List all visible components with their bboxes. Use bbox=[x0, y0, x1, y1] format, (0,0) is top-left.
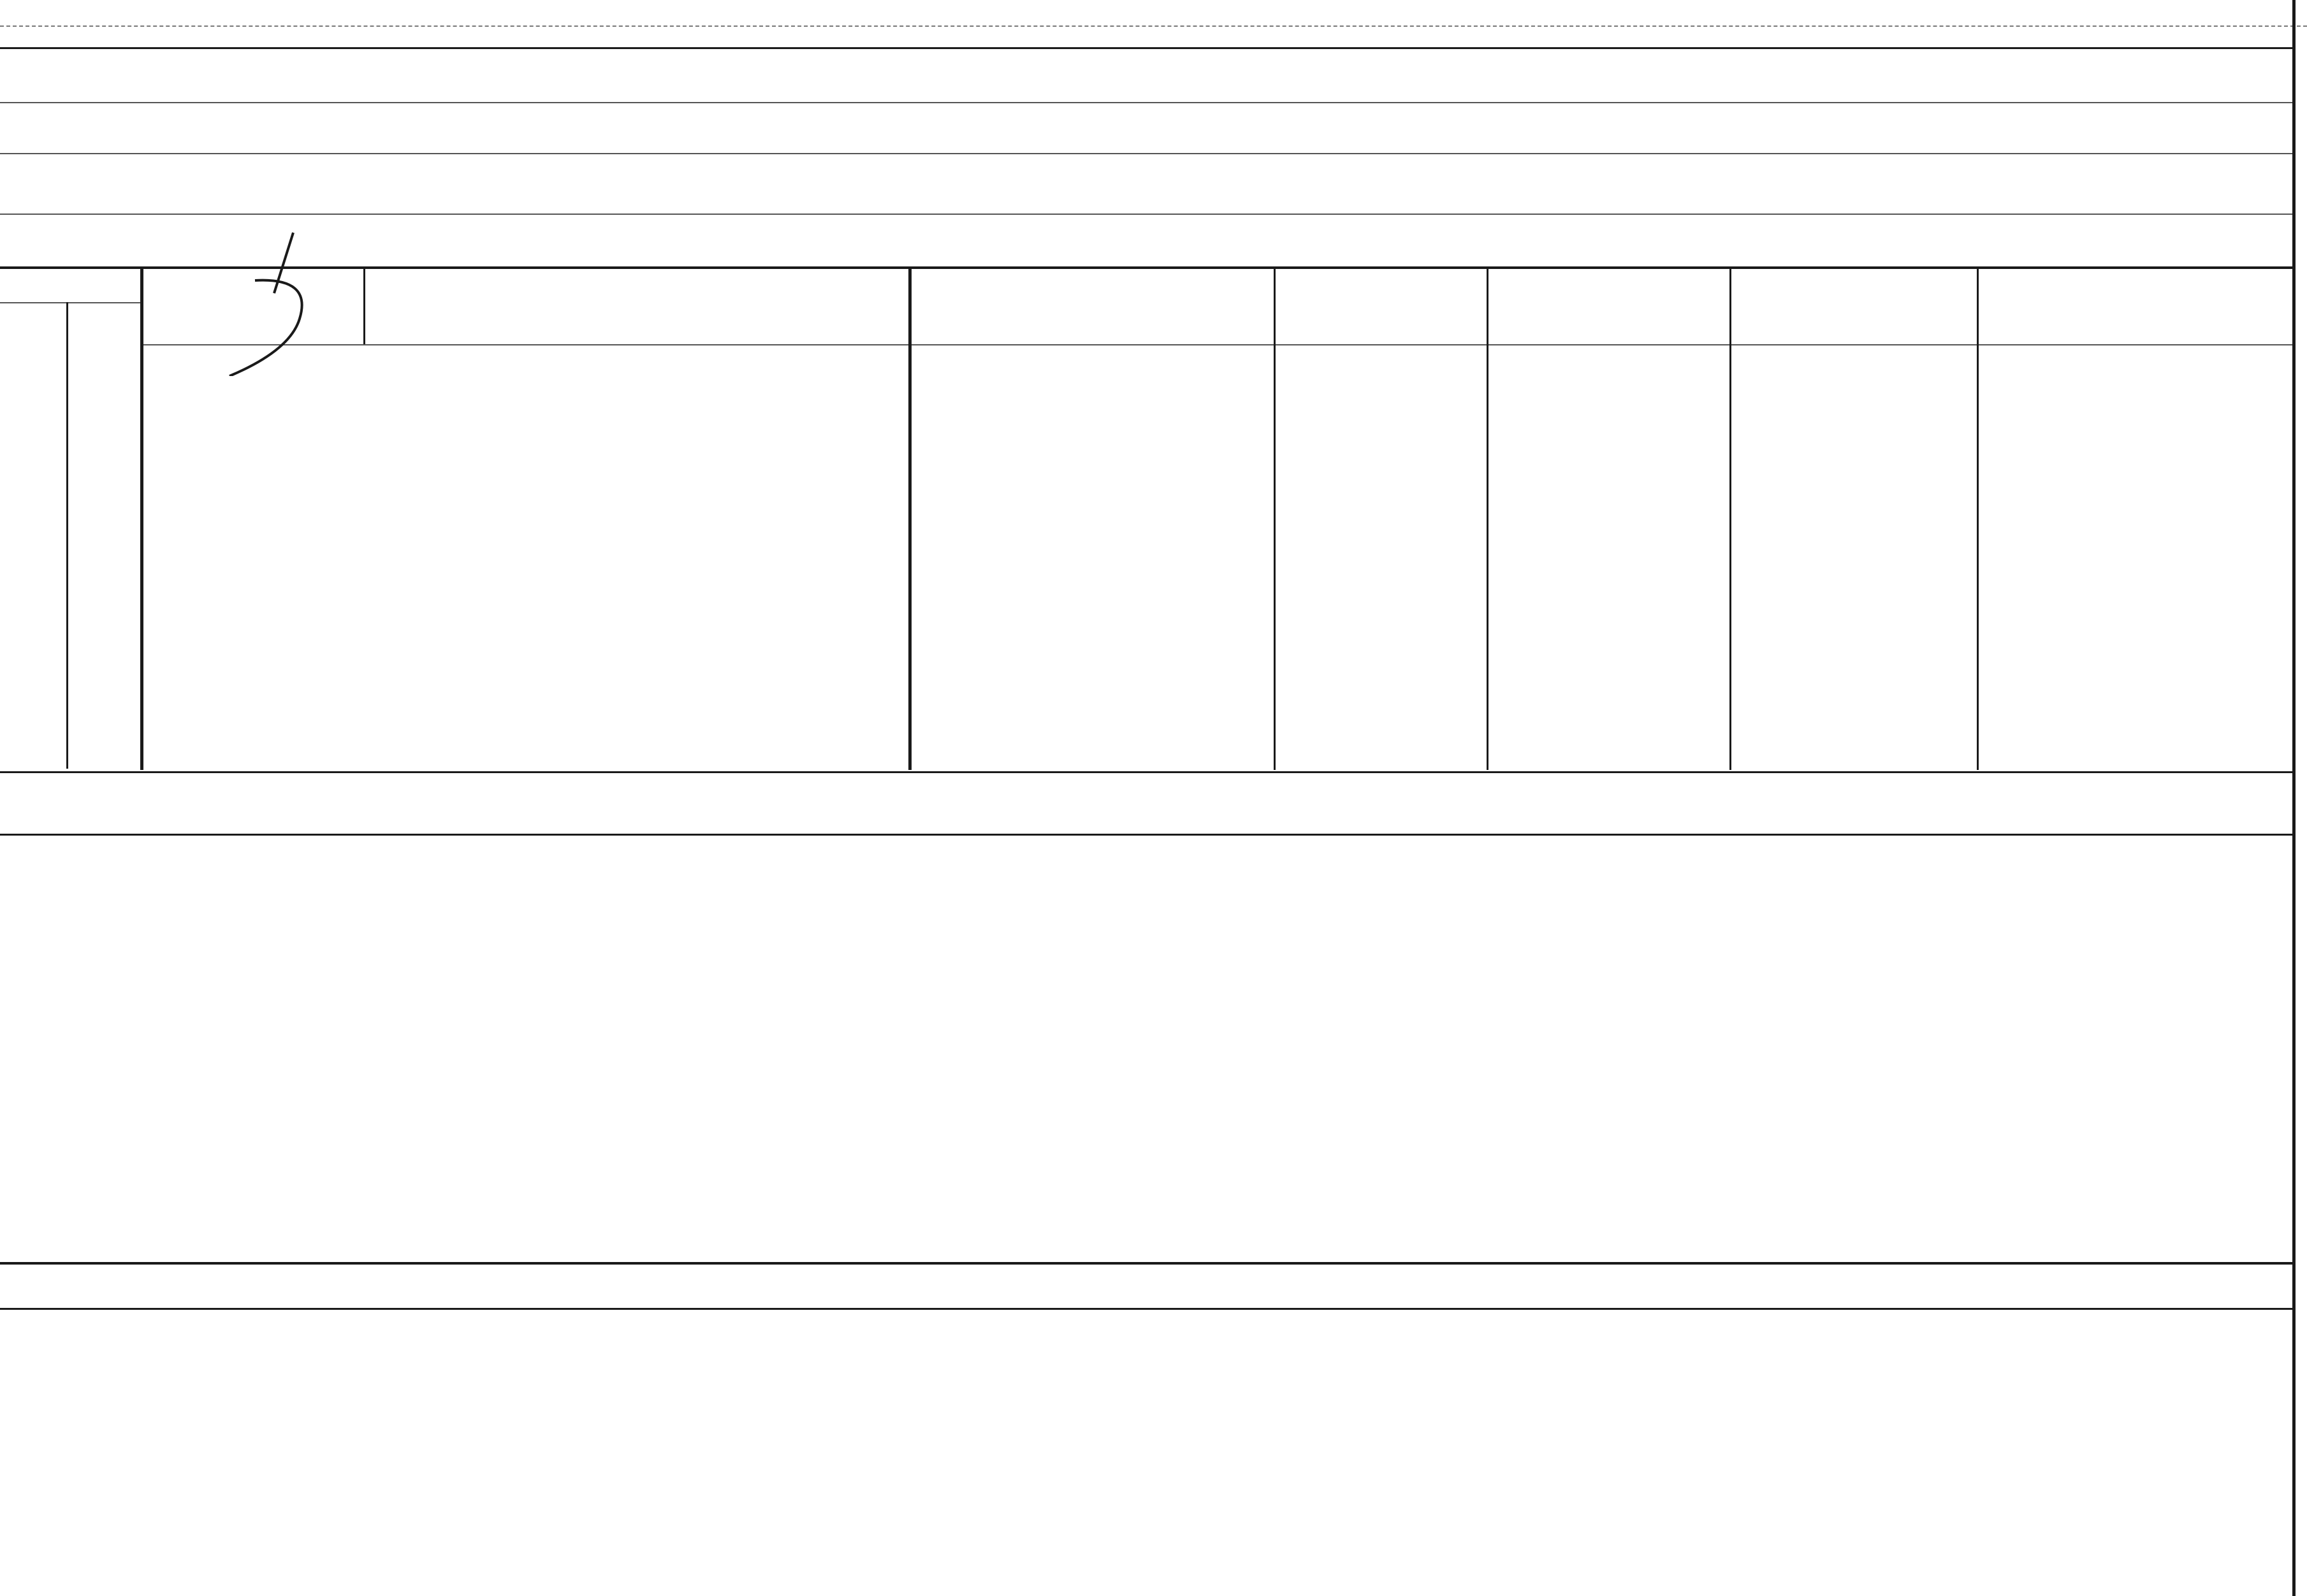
mutations-bottom-line bbox=[0, 1262, 2295, 1265]
mutations-top-line bbox=[0, 834, 2295, 836]
top-grid-line-3 bbox=[0, 153, 2295, 154]
right-edge bbox=[2292, 0, 2296, 1596]
header-bottom-line bbox=[140, 344, 2295, 345]
top-grid-line-4 bbox=[0, 214, 2295, 215]
col-verdieping-right bbox=[140, 266, 143, 770]
lr-split bbox=[66, 302, 68, 769]
col-nat-right bbox=[1487, 266, 1488, 770]
col-vorig-right bbox=[908, 266, 912, 770]
col-id-right bbox=[1977, 266, 1979, 770]
lr-divider-line bbox=[0, 302, 140, 303]
col-beroep-right bbox=[1729, 266, 1731, 770]
col-bs-right bbox=[1274, 266, 1276, 770]
remarks-top-line bbox=[0, 1308, 2295, 1310]
par-handwritten-mark bbox=[204, 229, 331, 376]
top-edge-line bbox=[0, 25, 2307, 27]
col-par-right bbox=[363, 266, 365, 344]
legend-top-line bbox=[0, 771, 2295, 773]
top-grid-line-2 bbox=[0, 102, 2295, 103]
top-grid-line-1 bbox=[0, 47, 2295, 49]
header-top-line bbox=[0, 266, 2295, 269]
